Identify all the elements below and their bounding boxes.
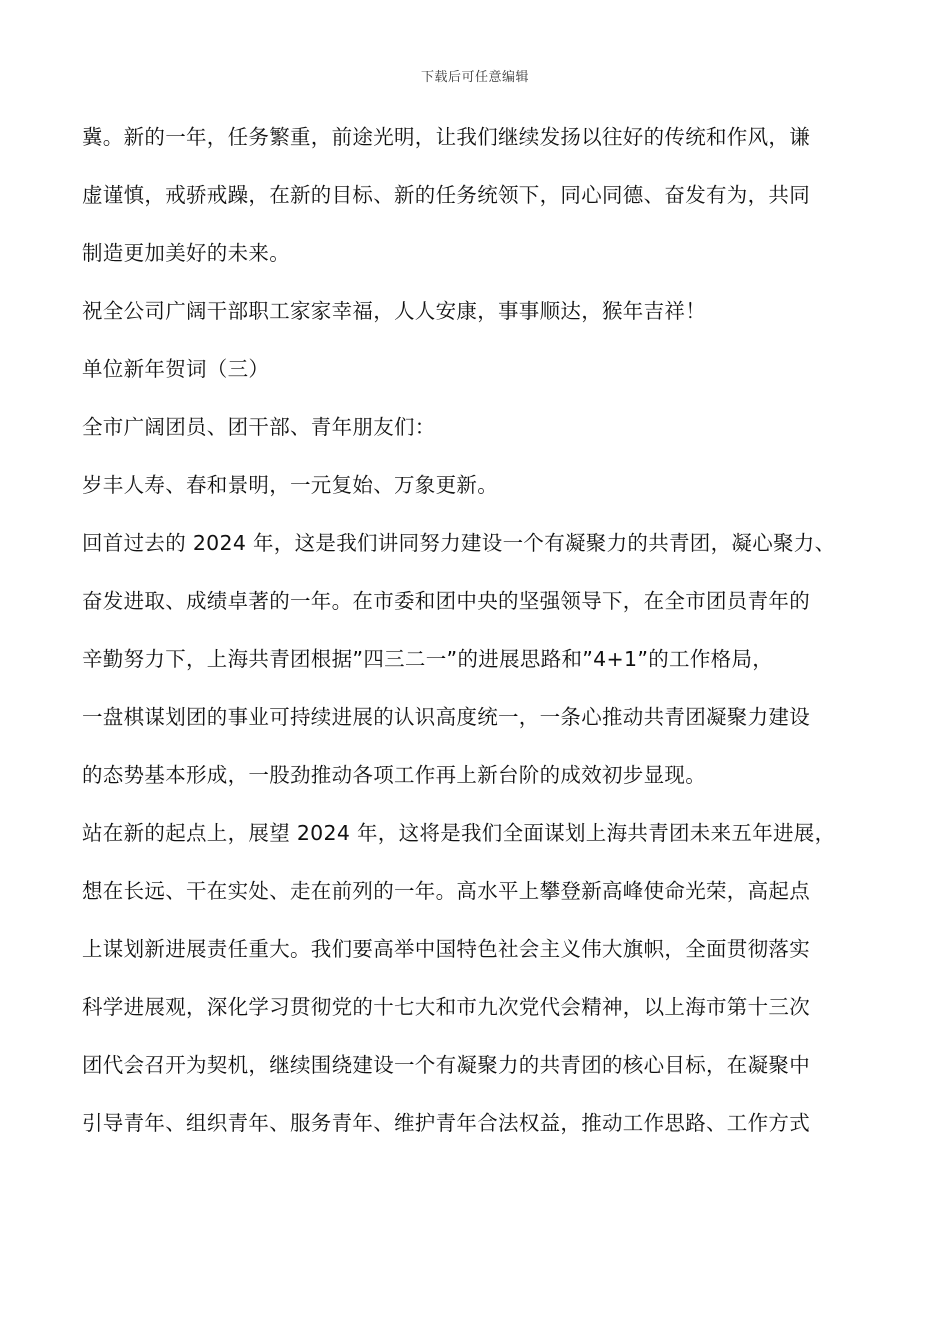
text-line: 虚谨慎，戒骄戒躁，在新的目标、新的任务统领下，同心同德、奋发有为，共同: [82, 183, 810, 207]
text-line: 的态势基本形成，一股劲推动各项工作再上新台阶的成效初步显现。: [82, 763, 706, 787]
text-line: 岁丰人寿、春和景明，一元复始、万象更新。: [82, 473, 498, 497]
text-line: 回首过去的 2024 年，这是我们讲同努力建设一个有凝聚力的共青团，凝心聚力、: [82, 531, 836, 555]
text-line: 辛勤努力下，上海共青团根据”四三二一”的进展思路和”4+1”的工作格局，: [82, 647, 774, 671]
document-body: [82, 118, 890, 1162]
text-line: 一盘棋谋划团的事业可持续进展的认识高度统一，一条心推动共青团凝聚力建设: [82, 705, 810, 729]
text-line: 科学进展观，深化学习贯彻党的十七大和市九次党代会精神，以上海市第十三次: [82, 995, 810, 1019]
text-line: 上谋划新进展责任重大。我们要高举中国特色社会主义伟大旗帜，全面贯彻落实: [82, 937, 810, 961]
text-line: 站在新的起点上，展望 2024 年，这将是我们全面谋划上海共青团未来五年进展，: [82, 821, 836, 845]
text-line: 引导青年、组织青年、服务青年、维护青年合法权益，推动工作思路、工作方式: [82, 1111, 810, 1135]
text-line: 制造更加美好的未来。: [82, 241, 290, 265]
section-heading: 单位新年贺词（三）: [82, 357, 270, 381]
salutation: 全市广阔团员、团干部、青年朋友们：: [82, 415, 436, 439]
text-line: 祝全公司广阔干部职工家家幸福，人人安康，事事顺达，猴年吉祥！: [82, 299, 706, 323]
text-line: 想在长远、干在实处、走在前列的一年。高水平上攀登新高峰使命光荣，高起点: [82, 879, 810, 903]
header-note: 下载后可任意编辑: [420, 70, 529, 85]
text-line: 奋发进取、成绩卓著的一年。在市委和团中央的坚强领导下，在全市团员青年的: [82, 589, 810, 613]
text-line: 团代会召开为契机，继续围绕建设一个有凝聚力的共青团的核心目标，在凝聚中: [82, 1053, 810, 1077]
text-line: 冀。新的一年，任务繁重，前途光明，让我们继续发扬以往好的传统和作风，谦: [82, 125, 810, 149]
